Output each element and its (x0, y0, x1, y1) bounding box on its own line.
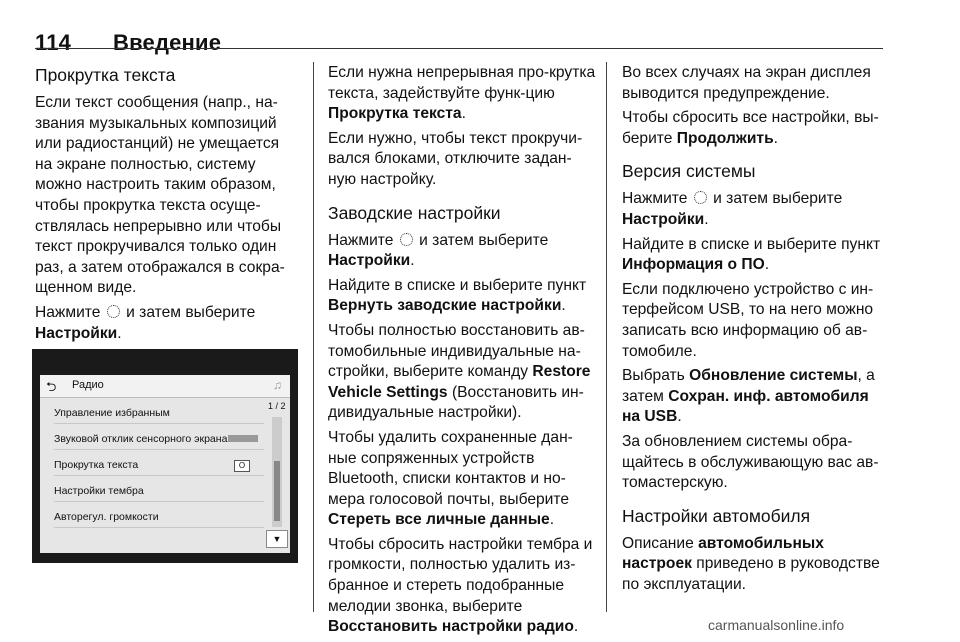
column-1 (35, 63, 300, 373)
settings-gear-icon (107, 305, 120, 318)
heading-system-version: Версия системы (622, 161, 756, 182)
toggle-knob[interactable]: O (234, 460, 250, 472)
paragraph: Нажмите и затем выберите Настройки. (328, 231, 549, 270)
scroll-down-button[interactable]: ▼ (266, 530, 288, 548)
paragraph: Чтобы сбросить настройки тембра и громкости, полностью удалить из-бранное и стереть подобранные мелодии звонка, выберите Восстановить настройки радио. (328, 535, 593, 636)
paragraph: Чтобы сбросить все настройки, вы-берите Продолжить. (622, 109, 879, 147)
paragraph: Чтобы удалить сохраненные дан-ные сопряженных устройств Bluetooth, списки контактов и но-мера голосовой почты, выберите Стереть все личные данные. (328, 428, 573, 529)
header-rule (35, 48, 883, 49)
music-note-icon: ♫ (273, 378, 282, 392)
page-number: 114 (35, 30, 72, 55)
toggle-slider[interactable] (228, 435, 258, 442)
heading-vehicle-settings: Настройки автомобиля (622, 505, 811, 526)
screen (40, 375, 290, 553)
paragraph: Если нужна непрерывная про-крутка текста, задействуйте функ-цию Прокрутка текста. (328, 64, 596, 123)
column-3 (622, 63, 888, 599)
page-header (35, 30, 221, 56)
settings-gear-icon (400, 233, 413, 246)
paragraph: Если подключено устройство с ин-терфейсом USB, то на него можно записать всю информацию об ав-томобиле. (622, 280, 874, 360)
list-item[interactable]: Прокрутка текста O (54, 455, 264, 476)
settings-list (54, 403, 264, 533)
column-divider-2 (606, 62, 607, 612)
paragraph: Если текст сообщения (напр., на-звания музыкальных композиций или радиостанций) не умещается на экране полностью, систему можно настроить таким образом, чтобы прокрутка текста осуще-ствлялась непрерывно или чтобы текст прокручивался только один раз, а затем отображался в сокра-щенном виде. (35, 94, 285, 297)
watermark: carmanualsonline.info (708, 617, 845, 633)
paragraph: Найдите в списке и выберите пункт Вернуть заводские настройки. (328, 276, 587, 315)
column-divider-1 (313, 62, 314, 612)
scrollbar[interactable] (272, 417, 282, 527)
paragraph: Описание автомобильных настроек приведено в руководстве по эксплуатации. (622, 534, 880, 593)
paragraph: Выбрать Обновление системы, а затем Сохран. инф. автомобиля на USB. (622, 367, 875, 426)
heading-factory-settings: Заводские настройки (328, 202, 501, 223)
radio-settings-screenshot (32, 349, 298, 563)
heading-text-scroll: Прокрутка текста (35, 65, 176, 85)
paragraph: Если нужно, чтобы текст прокручи-вался блоками, отключите задан-ную настройку. (328, 129, 583, 188)
paragraph: За обновлением системы обра-щайтесь в обслуживающую вас ав-томастерскую. (622, 432, 879, 492)
title-bar (40, 375, 290, 398)
section-title: Введение (113, 30, 222, 55)
list-item[interactable]: Настройки тембра (54, 481, 264, 502)
paragraph: Нажмите и затем выберите Настройки. (35, 303, 256, 342)
list-item[interactable]: Авторегул. громкости (54, 507, 264, 528)
list-item[interactable]: Управление избранным (54, 403, 264, 424)
list-item[interactable]: Звуковой отклик сенсорного экрана (54, 429, 264, 450)
paragraph: Найдите в списке и выберите пункт Информация о ПО. (622, 235, 881, 274)
paragraph: Во всех случаях на экран дисплея выводится предупреждение. (622, 64, 871, 102)
column-2 (328, 63, 596, 642)
page-indicator: 1 / 2 (268, 401, 286, 411)
paragraph: Нажмите и затем выберите Настройки. (622, 190, 843, 228)
paragraph: Чтобы полностью восстановить ав-томобильные индивидуальные на-стройки, выберите команду Restore Vehicle Settings (Восстановить ин-дивидуальные настройки). (328, 321, 591, 422)
scroll-thumb[interactable] (274, 461, 280, 521)
back-arrow-icon[interactable]: ⮌ (46, 379, 57, 394)
screen-title: Радио (72, 379, 104, 391)
settings-gear-icon (694, 191, 707, 204)
